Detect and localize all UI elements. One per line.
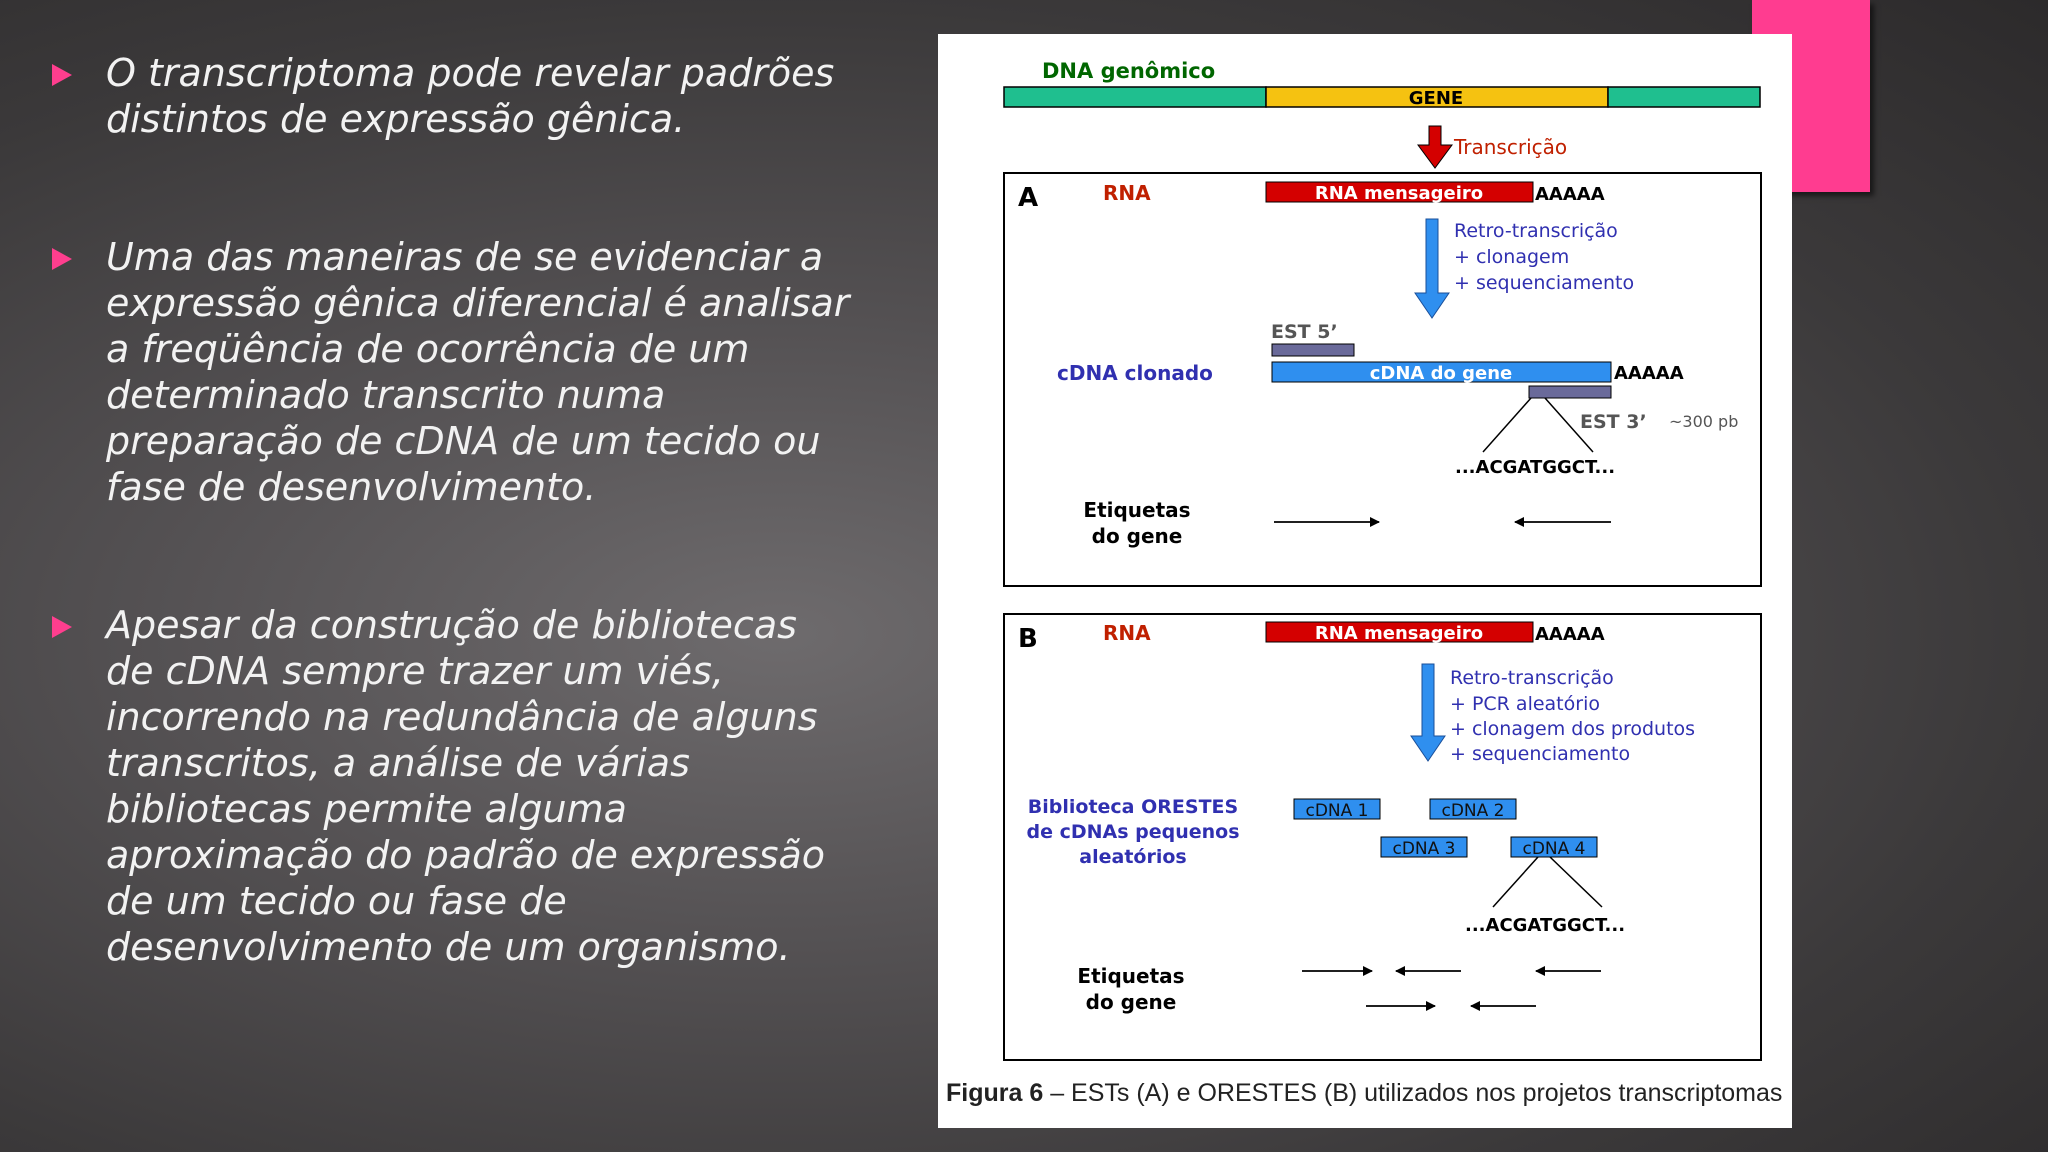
est3-size-label: ~300 pb <box>1669 412 1739 431</box>
panel-b-rna-label: RNA <box>1103 621 1151 645</box>
panel-a-polya-2: AAAAA <box>1614 363 1684 384</box>
panel-a-sequence: ...ACGATGGCT... <box>1455 457 1616 478</box>
bullet-text: O transcriptoma pode revelar padrões distintos de expressão gênica. <box>106 51 835 141</box>
cdna-box-2-label: cDNA 2 <box>1441 801 1505 821</box>
bullet-triangle-icon <box>52 616 72 638</box>
figure-caption-number: Figura 6 <box>946 1079 1044 1107</box>
panel-a-step: + sequenciamento <box>1454 272 1635 294</box>
panel-a-rna-label: RNA <box>1103 181 1151 205</box>
panel-b-tags-label: Etiquetas <box>1077 964 1185 988</box>
figure-caption-text: – ESTs (A) e ORESTES (B) utilizados nos projetos transcriptomas <box>1043 1079 1783 1107</box>
panel-a-tags-label: Etiquetas <box>1083 498 1191 522</box>
panel-b-polya: AAAAA <box>1535 624 1605 645</box>
panel-b-step: + sequenciamento <box>1450 743 1631 765</box>
zoom-line-right <box>1550 857 1602 907</box>
panel-b-step: Retro-transcrição <box>1450 667 1614 689</box>
zoom-line-left <box>1483 398 1531 452</box>
est5-bar <box>1272 344 1354 356</box>
zoom-line-left <box>1493 857 1538 907</box>
panel-b-letter: B <box>1018 624 1038 654</box>
transcription-arrow-icon <box>1418 126 1452 168</box>
figure-panel <box>938 34 1792 1128</box>
est5-label: EST 5’ <box>1271 321 1338 343</box>
bullet-triangle-icon <box>52 248 72 270</box>
library-label: de cDNAs pequenos <box>1026 821 1240 843</box>
dna-genomico-label: DNA genômico <box>1042 59 1216 83</box>
transcricao-label: Transcrição <box>1454 135 1568 159</box>
panel-a-letter: A <box>1018 183 1039 213</box>
library-label: aleatórios <box>1079 846 1187 868</box>
est3-label: EST 3’ <box>1580 411 1647 433</box>
panel-b-mrna-label: RNA mensageiro <box>1314 623 1484 644</box>
panel-b-step: + PCR aleatório <box>1450 693 1600 715</box>
gene-label: GENE <box>1408 88 1464 109</box>
panel-b-blue-arrow-icon <box>1411 664 1445 761</box>
dna-segment-left <box>1004 87 1266 107</box>
cdna-box-3-label: cDNA 3 <box>1392 839 1456 859</box>
panel-b-tags-label: do gene <box>1085 990 1177 1014</box>
cdna-gene-label: cDNA do gene <box>1369 363 1513 384</box>
library-label: Biblioteca ORESTES <box>1027 796 1239 818</box>
bullet-text: Apesar da construção de bibliotecas de cDNA sempre trazer um viés, incorrendo na redundância de alguns transcritos, a análise de várias bibliotecas permite alguma aproximação do padrão de expressão de um tecido ou fase de desenvolvimento de um organismo. <box>106 603 826 969</box>
bullet-text: Uma das maneiras de se evidenciar a expressão gênica diferencial é analisar a freqüência de ocorrência de um determinado transcrito numa preparação de cDNA de um tecido ou fase de desenvolvimento. <box>106 235 850 509</box>
panel-b-sequence: ...ACGATGGCT... <box>1465 915 1626 936</box>
panel-a-polya: AAAAA <box>1535 184 1605 205</box>
panel-a-step: + clonagem <box>1454 246 1570 268</box>
cdna-box-4-label: cDNA 4 <box>1522 839 1586 859</box>
panel-a-blue-arrow-icon <box>1415 219 1449 318</box>
panel-b-step: + clonagem dos produtos <box>1450 718 1696 740</box>
figure-diagram <box>938 34 1792 1074</box>
panel-a-tags-label: do gene <box>1091 524 1183 548</box>
figure-caption <box>946 1079 1796 1108</box>
cdna-clonado-label: cDNA clonado <box>1057 361 1213 385</box>
panel-a-mrna-label: RNA mensageiro <box>1314 183 1484 204</box>
dna-segment-right <box>1608 87 1760 107</box>
est3-bar <box>1529 386 1611 398</box>
panel-a-step: Retro-transcrição <box>1454 220 1618 242</box>
bullet-triangle-icon <box>52 64 72 86</box>
cdna-box-1-label: cDNA 1 <box>1305 801 1369 821</box>
